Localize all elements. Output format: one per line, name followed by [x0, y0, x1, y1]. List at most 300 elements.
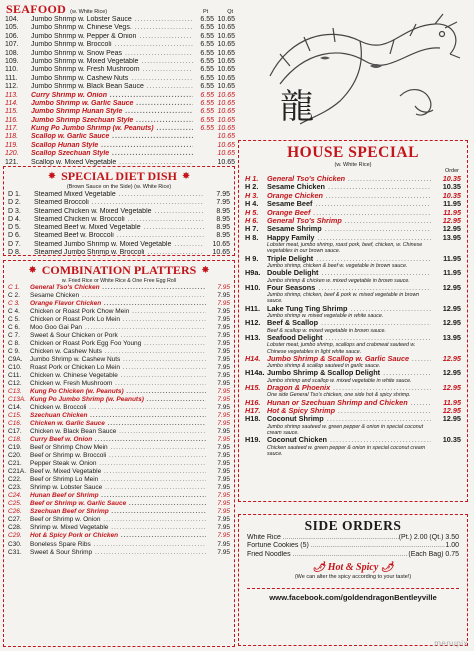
item-price: 1.00 [445, 542, 459, 550]
item-price: 7.95 [217, 292, 230, 300]
house-item-row [245, 319, 461, 327]
seafood-section [3, 2, 235, 167]
item-number: H18. [245, 415, 261, 424]
house-item-row [245, 355, 461, 363]
menu-item-row [8, 356, 230, 364]
item-name: Beef or Shrimp w. Garlic Sauce ..... [30, 500, 206, 508]
house-subtitle: (w. White Rice) [334, 162, 372, 168]
item-price: 12.95 [442, 369, 461, 378]
item-price-quart: 10.65 [217, 125, 235, 133]
item-description: Jumbo shrimp, chicken & beef w. vegetable in brown sauce. [267, 263, 408, 270]
item-name: Steamed Chicken w. Broccoli ..... [34, 216, 204, 224]
item-name: Scallop Hunan Style ..... [31, 142, 193, 150]
item-number: D 3. [8, 207, 21, 215]
item-number: 120. [5, 150, 19, 158]
item-number: 116. [5, 116, 19, 124]
menu-item-row [8, 532, 230, 540]
house-item-row [245, 384, 461, 392]
hot-spicy-label [247, 562, 459, 573]
item-price-quart: 10.65 [217, 133, 235, 141]
menu-item-row [8, 428, 230, 436]
item-price: 12.95 [442, 225, 461, 234]
item-price-quart: 10.65 [217, 150, 235, 158]
combo-title: COMBINATION PLATTERS [41, 263, 197, 277]
item-price-pint: 6.55 [200, 41, 214, 49]
house-item [245, 255, 461, 270]
house-item [245, 225, 461, 233]
item-price: 7.95 [217, 300, 230, 308]
item-price-pint: 6.55 [200, 91, 214, 99]
item-number: C18. [8, 436, 22, 444]
item-name: Hot & Spicy Shrimp ..... [267, 407, 431, 415]
item-name: Jumbo Shrimp w. Mixed Vegetable ..... [31, 58, 193, 66]
item-description: Chicken sauteed w. green pepper & onion in special coconut cream sauce. [267, 444, 426, 457]
item-name: General Tso's Chicken ..... [267, 175, 431, 183]
side-item-row [247, 551, 459, 559]
spicy-note: (We can alter the spicy according to your taste!) [294, 573, 412, 580]
house-item-row [245, 255, 461, 263]
diet-title: SPECIAL DIET DISH [61, 169, 177, 183]
item-number: C11. [8, 372, 22, 380]
menu-item-row [3, 16, 235, 24]
menu-item-row [8, 191, 230, 199]
item-price: 7.95 [217, 356, 230, 364]
menu-item-row [3, 108, 235, 116]
item-name: Beef or Shrimp Chow Mein ..... [30, 444, 206, 452]
item-number: H10. [245, 283, 261, 292]
menu-item-row [8, 500, 230, 508]
house-item [245, 399, 461, 407]
item-price-pint: 6.55 [200, 108, 214, 116]
item-name: Chicken w. Cashew Nuts ..... [30, 348, 206, 356]
item-number: H14a. [245, 369, 265, 378]
item-price: 7.95 [217, 476, 230, 484]
item-name: Chicken w. Chinese Vegetable ..... [30, 372, 206, 380]
combination-platters-box [3, 260, 235, 647]
item-number: 105. [5, 24, 19, 32]
item-number: H 7. [245, 225, 259, 234]
item-price: 12.95 [442, 406, 461, 415]
item-price: 11.95 [443, 200, 461, 209]
item-price-pint: 6.55 [200, 116, 214, 124]
combo-list [8, 284, 230, 557]
house-item-row [245, 334, 461, 342]
item-name: Dragon & Phoenix ..... [267, 384, 431, 392]
item-price: 7.95 [217, 492, 230, 500]
combo-title-row [8, 263, 230, 278]
item-number: H 3. [245, 191, 259, 200]
item-price: 7.95 [217, 532, 230, 540]
item-number: H16. [245, 398, 261, 407]
menu-item-row [3, 133, 235, 141]
side-item-row [247, 542, 459, 550]
item-price-quart: 10.65 [217, 16, 235, 23]
item-price: 12.95 [442, 319, 461, 328]
item-name: Steamed Beef w. Broccoli ..... [34, 232, 204, 240]
item-name: Double Delight ..... [267, 269, 431, 277]
item-number: H 8. [245, 233, 259, 242]
item-number: H 5. [245, 208, 259, 217]
item-price: 8.95 [216, 207, 230, 215]
menu-item-row [8, 348, 230, 356]
item-number: 119. [5, 141, 19, 149]
item-name: Fortune Cookies (5) ..... [247, 542, 445, 550]
item-price: 7.95 [217, 316, 230, 324]
house-item [245, 175, 461, 183]
item-price: 7.95 [217, 348, 230, 356]
item-name: Chicken or Roast Pork Egg Foo Young ..... [30, 340, 206, 348]
item-price: 7.95 [216, 199, 230, 207]
house-item [245, 319, 461, 334]
item-price: 7.95 [217, 404, 230, 412]
item-price-quart: 10.65 [217, 66, 235, 74]
menu-item-row [8, 316, 230, 324]
item-price-quart: 10.65 [217, 108, 235, 116]
item-number: 113. [5, 91, 19, 99]
item-description: Lobster meat, jumbo shrimp, roast pork, beef, chicken, w. Chinese vegetables in our brown sauce. [267, 242, 423, 255]
item-number: H11. [245, 304, 261, 313]
item-name: Roast Pork or Chicken Lo Mein ..... [30, 364, 206, 372]
item-price: 10.65 [212, 249, 230, 257]
menu-item-row [8, 292, 230, 300]
facebook-url[interactable]: www.facebook.com/goldendragonBentleyville [247, 588, 459, 602]
menu-item-row [8, 420, 230, 428]
menu-item-row [8, 468, 230, 476]
menu-item-row [3, 66, 235, 74]
item-name: Sesame Shrimp ..... [267, 225, 431, 233]
menu-item-row [3, 150, 235, 158]
menu-item-row [8, 452, 230, 460]
dragon-character: 龍 [280, 87, 314, 127]
item-price-pint: 6.55 [200, 24, 214, 32]
item-name: Chicken w. Fresh Mushroom ..... [30, 380, 206, 388]
dragon-illustration [250, 6, 468, 134]
combo-subtitle: w. Fried Rice or White Rice & One Free Egg Roll [61, 278, 177, 284]
item-number: C15. [8, 412, 22, 420]
menu-item-row [8, 249, 230, 257]
seafood-header [3, 2, 235, 16]
house-item-row [245, 217, 461, 225]
menu-item-row [8, 208, 230, 216]
item-name: Jumbo Shrimp w. Fresh Mushroom ..... [31, 66, 193, 74]
item-price: 12.95 [442, 283, 461, 292]
item-price: 10.35 [442, 175, 461, 183]
pepper-icon: 🌶 [380, 561, 394, 573]
item-name: Shrimp w. Lobster Sauce ..... [30, 484, 206, 492]
house-item-row [245, 415, 461, 423]
item-number: 110. [5, 66, 19, 74]
item-price: 11.95 [443, 254, 461, 263]
item-price: 11.95 [443, 269, 461, 278]
item-price: 7.95 [217, 372, 230, 380]
seafood-list [3, 16, 235, 167]
col-quart: Qt [227, 9, 233, 15]
diet-subtitle: (Brown Sauce on the Side) (w. White Rice) [66, 184, 172, 190]
item-name: Jumbo Shrimp Hunan Style ..... [31, 108, 193, 116]
item-price-pint: 6.55 [200, 57, 214, 65]
item-name: Hunan or Szechuan Shrimp and Chicken ..... [267, 399, 431, 407]
menu-item-row [3, 58, 235, 66]
item-price: 7.95 [217, 460, 230, 468]
item-price: 7.95 [217, 412, 230, 420]
item-description: Jumbo shrimp & scallop sauteed in garlic sauce. [267, 363, 381, 370]
item-name: Shrimp w. Mixed Vegetable ..... [30, 524, 206, 532]
menu-item-row [8, 332, 230, 340]
item-price: 13.95 [442, 333, 461, 342]
item-name: Jumbo Shrimp w. Lobster Sauce ..... [31, 16, 193, 24]
house-item [245, 436, 461, 457]
house-item [245, 334, 461, 355]
item-price-pint: 6.55 [200, 49, 214, 57]
item-number: D 7. [8, 240, 21, 248]
menu-item-row [3, 142, 235, 150]
item-number: D 1. [8, 191, 21, 198]
house-item [245, 355, 461, 370]
item-name: Kung Po Jumbo Shrimp (w. Peanuts) ..... [31, 125, 193, 133]
menu-item-row [8, 232, 230, 240]
item-price-quart: 10.65 [217, 74, 235, 82]
item-number: C 6. [8, 324, 20, 332]
house-item-row [245, 305, 461, 313]
item-number: C20. [8, 452, 22, 460]
item-name: Moo Goo Gai Pan ..... [30, 324, 206, 332]
house-item-row [245, 436, 461, 444]
dragon-icon [250, 6, 468, 134]
menu-item-row [8, 404, 230, 412]
item-name: Hot & Spicy Pork or Chicken ..... [30, 532, 206, 540]
side-list [247, 534, 459, 559]
item-name: Chicken or Roast Pork Chow Mein ..... [30, 308, 206, 316]
item-name: Steamed Jumbo Shrimp w. Mixed Vegetable ..... [34, 241, 204, 249]
house-title: HOUSE SPECIAL [287, 144, 419, 161]
item-number: C28. [8, 524, 22, 532]
menu-item-row [8, 412, 230, 420]
item-number: 109. [5, 57, 19, 65]
item-name: Orange Flavor Chicken ..... [30, 300, 206, 308]
item-description: Jumbo shrimp sauteed w. green pepper & onion in special coconut cream sauce. [267, 423, 424, 436]
watermark: menupix [434, 639, 468, 648]
house-item-row [245, 192, 461, 200]
item-number: H19. [245, 436, 261, 445]
house-item-row [245, 269, 461, 277]
item-name: Chicken w. Black Bean Sauce ..... [30, 428, 206, 436]
item-number: 117. [5, 125, 19, 133]
item-number: C22. [8, 476, 22, 484]
item-number: C21. [8, 460, 22, 468]
item-name: Coconut Shrimp ..... [267, 415, 431, 423]
item-name: Scallop w. Garlic Sauce ..... [31, 133, 193, 141]
menu-item-row [8, 508, 230, 516]
item-price: 10.35 [442, 436, 461, 445]
menu-item-row [8, 284, 230, 292]
item-number: C23. [8, 484, 22, 492]
menu-item-row [3, 50, 235, 58]
item-number: C13A. [8, 396, 27, 404]
item-name: Jumbo Shrimp w. Cashew Nuts ..... [30, 356, 206, 364]
menu-item-row [3, 75, 235, 83]
item-price: (Pt.) 2.00 (Qt.) 3.50 [398, 534, 459, 541]
item-name: Sesame Beef ..... [267, 200, 431, 208]
item-number: D 5. [8, 224, 21, 232]
menu-item-row [8, 524, 230, 532]
item-number: 106. [5, 32, 19, 40]
star-icon: ✸ [201, 265, 210, 276]
item-name: Sesame Chicken ..... [30, 292, 206, 300]
item-price: 10.35 [442, 191, 461, 200]
house-item-row [245, 407, 461, 415]
house-item-row [245, 200, 461, 208]
seafood-columns [203, 9, 235, 15]
item-price-quart: 10.65 [217, 99, 235, 107]
item-price: 12.95 [442, 354, 461, 363]
item-price-quart: 10.65 [217, 91, 235, 99]
house-item-row [245, 209, 461, 217]
item-name: Scallop Szechuan Style ..... [31, 150, 193, 158]
menu-item-row [8, 436, 230, 444]
item-price: 7.95 [217, 436, 230, 444]
menu-item-row [8, 460, 230, 468]
item-name: Seafood Delight ..... [267, 334, 431, 342]
item-number: C25. [8, 500, 22, 508]
item-price-pint: 6.55 [200, 66, 214, 74]
item-number: 112. [5, 83, 19, 91]
menu-item-row [8, 492, 230, 500]
item-price-quart: 10.65 [217, 83, 235, 91]
item-number: C31. [8, 548, 22, 556]
side-title: SIDE ORDERS [304, 518, 402, 533]
menu-item-row [8, 380, 230, 388]
item-price: 7.95 [217, 548, 230, 556]
pepper-icon: 🌶 [312, 561, 326, 573]
house-item-row [245, 369, 461, 377]
menu-item-row [3, 100, 235, 108]
item-number: 118. [5, 133, 19, 141]
item-number: H 6. [245, 217, 259, 226]
item-price-pint: 6.55 [200, 16, 214, 23]
item-name: Steamed Jumbo Shrimp w. Broccoli ..... [34, 249, 204, 257]
menu-item-row [8, 324, 230, 332]
item-price-pint: 6.55 [200, 83, 214, 91]
item-price: 7.95 [216, 191, 230, 198]
item-price: 7.95 [217, 444, 230, 452]
item-price: 10.35 [442, 183, 461, 192]
item-name: Steamed Chicken w. Mixed Vegetable ..... [34, 208, 204, 216]
menu-item-row [8, 364, 230, 372]
item-number: C 2. [8, 292, 20, 300]
item-name: Beef w. Mixed Vegetable ..... [30, 468, 206, 476]
item-price-quart: 10.65 [217, 41, 235, 49]
item-number: C 7. [8, 332, 20, 340]
house-item [245, 234, 461, 255]
item-number: C 9. [8, 348, 20, 356]
item-price-pint: 6.55 [200, 32, 214, 40]
item-number: 108. [5, 49, 19, 57]
item-number: H 1. [245, 175, 259, 183]
menu-item-row [8, 340, 230, 348]
item-name: Pepper Steak w. Onion ..... [30, 460, 206, 468]
item-name: Boneless Spare Ribs ..... [30, 541, 206, 549]
menu-item-row [8, 308, 230, 316]
item-number: C26. [8, 508, 22, 516]
item-number: H 4. [245, 200, 259, 209]
item-number: C 3. [8, 300, 20, 308]
item-price: 7.95 [217, 524, 230, 532]
item-name: Szechuan Chicken ..... [30, 412, 206, 420]
item-price-quart: 10.65 [217, 116, 235, 124]
item-description: Jumbo shrimp, chicken, beef & pork w. mixed vegetable in brown sauce. [267, 292, 420, 305]
item-number: C14. [8, 404, 22, 412]
item-name: Curry Shrimp w. Onion ..... [31, 92, 193, 100]
item-price-pint: 6.55 [200, 99, 214, 107]
item-name: General Tso's Shrimp ..... [267, 217, 431, 225]
item-number: H14. [245, 354, 261, 363]
item-name: General Tso's Chicken ..... [30, 284, 206, 292]
house-item [245, 384, 461, 399]
item-number: C10. [8, 364, 22, 372]
left-column [3, 2, 235, 648]
item-number: 104. [5, 16, 19, 23]
item-description: Jumbo shrimp w. mixed vegetable in white sauce. [267, 313, 384, 320]
menu-item-row [8, 372, 230, 380]
menu-item-row [8, 476, 230, 484]
menu-item-row [3, 83, 235, 91]
item-price: 7.95 [217, 540, 230, 548]
item-name: Jumbo Shrimp w. Cashew Nuts ..... [31, 75, 193, 83]
item-name: White Rice ..... [247, 534, 399, 542]
item-price: 8.95 [216, 232, 230, 240]
special-diet-box [3, 166, 235, 256]
item-number: C13. [8, 388, 22, 396]
item-price: 7.95 [217, 420, 230, 428]
house-item-row [245, 284, 461, 292]
item-name: Hunan Beef or Shrimp ..... [30, 492, 206, 500]
item-number: C 1. [8, 284, 20, 291]
item-price: 7.95 [217, 428, 230, 436]
item-number: 115. [5, 108, 19, 116]
menu-item-row [8, 396, 230, 404]
menu-item-row [8, 224, 230, 232]
item-name: Happy Family ..... [267, 234, 431, 242]
menu-item-row [8, 484, 230, 492]
hot-spicy-text: Hot & Spicy [327, 561, 379, 573]
menu-item-row [8, 516, 230, 524]
menu-item-row [3, 41, 235, 49]
item-price: 13.95 [442, 233, 461, 242]
item-name: Jumbo Shrimp w. Snow Peas ..... [31, 50, 193, 58]
menu-item-row [8, 216, 230, 224]
item-number: 111. [5, 74, 18, 82]
menu-item-row [3, 117, 235, 125]
item-price: 12.95 [442, 415, 461, 424]
item-number: C24. [8, 492, 22, 500]
item-name: Sweet & Sour Chicken or Pork ..... [30, 332, 206, 340]
item-name: Jumbo Shrimp & Scallop Delight ..... [267, 369, 431, 377]
star-icon: ✸ [47, 171, 57, 182]
item-name: Chicken or Roast Pork Lo Mein ..... [30, 316, 206, 324]
item-price: 11.95 [443, 208, 461, 217]
item-name: Steamed Beef w. Mixed Vegetable ..... [34, 224, 204, 232]
item-name: Jumbo Shrimp & Scallop w. Garlic Sauce ..... [267, 355, 431, 363]
item-price: 10.65 [212, 240, 230, 248]
item-name: Beef or Shrimp Lo Mein ..... [30, 476, 206, 484]
item-price: 7.95 [217, 284, 230, 291]
item-number: C9A. [8, 356, 23, 364]
col-pint: Pt [203, 9, 209, 15]
item-number: C17. [8, 428, 22, 436]
item-number: C19. [8, 444, 22, 452]
item-price: 7.95 [217, 468, 230, 476]
house-item [245, 192, 461, 200]
